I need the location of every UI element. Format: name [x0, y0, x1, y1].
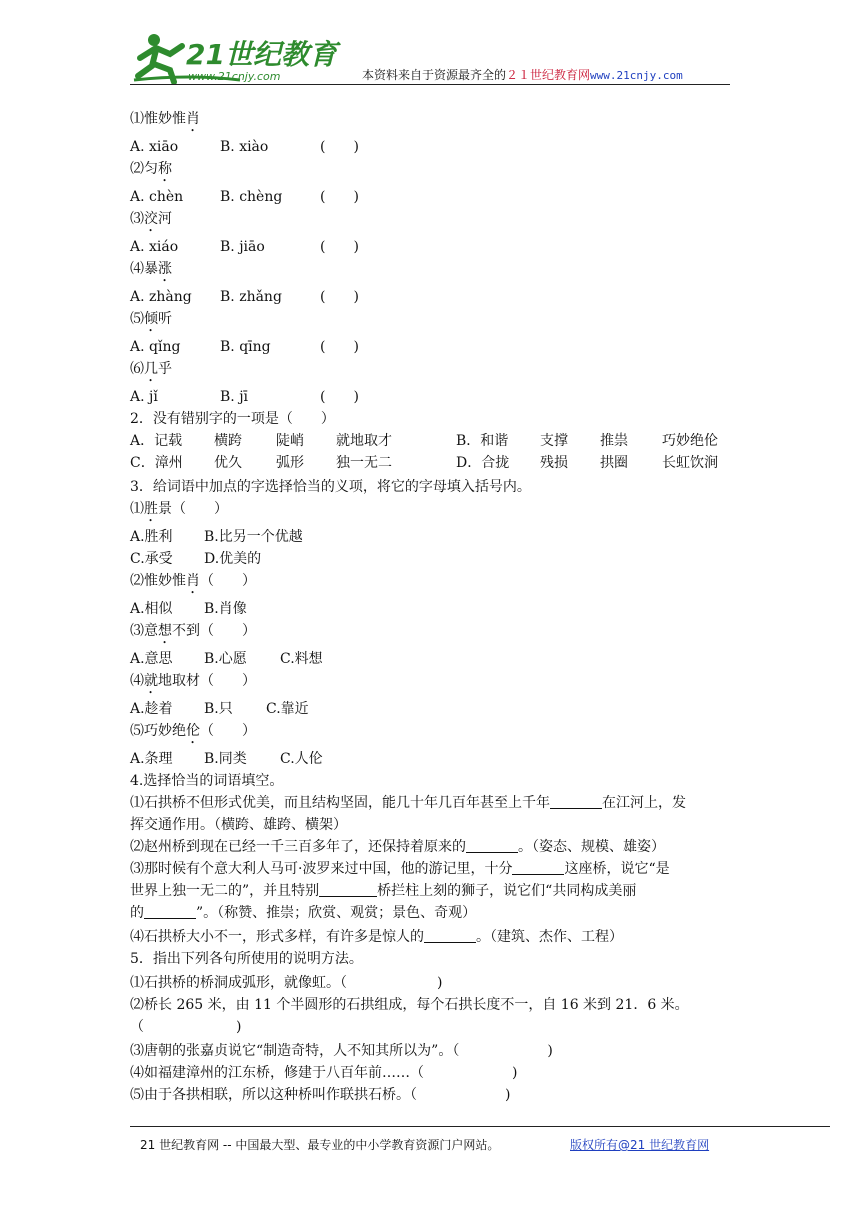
q5-sentence-3: ⑶唐朝的张嘉贞说它“制造奇特，人不知其所以为”。（ )	[130, 1043, 553, 1059]
header-divider	[130, 84, 730, 85]
fill-blank[interactable]	[319, 882, 377, 897]
tagline-url[interactable]: www.21cnjy.com	[590, 69, 683, 82]
fill-blank[interactable]	[424, 928, 476, 943]
fill-blank[interactable]	[512, 860, 564, 875]
tagline-brand: ２１世纪教育网	[506, 68, 591, 82]
svg-text:www.21cnjy.com: www.21cnjy.com	[188, 70, 281, 83]
answer-blank[interactable]: ( )	[320, 389, 359, 405]
q1-item-2-word: ⑵匀称	[130, 161, 172, 177]
answer-blank[interactable]: ( )	[320, 339, 359, 355]
answer-blank[interactable]: （ ）	[200, 623, 256, 639]
answer-blank[interactable]: ( )	[320, 289, 359, 305]
q3-item-4-word: ⑷就地取材（ ）	[130, 673, 256, 689]
answer-blank[interactable]: （ ）	[200, 673, 256, 689]
answer-blank[interactable]: （ ）	[172, 501, 228, 517]
q4-sentence-4: ⑷石拱桥大小不一，形式多样，有许多是惊人的 。（建筑、杰作、工程）	[130, 929, 623, 945]
q5-sentence-2-paren: （ )	[130, 1019, 242, 1035]
q4-sentence-2: ⑵赵州桥到现在已经一千三百多年了，还保持着原来的 。（姿态、规模、雄姿）	[130, 839, 665, 855]
q3-item-3-word: ⑶意想不到（ ）	[130, 623, 256, 639]
q5-sentence-1: ⑴石拱桥的桥洞成弧形，就像虹。（ )	[130, 975, 443, 991]
page-header	[130, 30, 730, 86]
q4-sentence-3: ⑶那时候有个意大利人马可·波罗来过中国，他的游记里，十分 这座桥，说它“是	[130, 861, 670, 877]
answer-blank[interactable]: （ ）	[200, 573, 256, 589]
q4-sentence-3-end: 的 ”。（称赞、推崇；欣赏、观赏；景色、奇观）	[130, 905, 477, 921]
q5-title: 5．指出下列各句所使用的说明方法。	[130, 951, 363, 967]
footer-text: 21 世纪教育网 -- 中国最大型、最专业的中小学教育资源门户网站。	[140, 1138, 500, 1152]
document-page: 21世纪教育 www.21cnjy.com 本资料来自于资源最齐全的２１世纪教育网www.21cnjy.com ⑴惟妙惟肖 A. xiāo B. xiào ( ) ⑵匀称 A. chèn B. chèng ( ) ⑶洨河 A. xiáo B. jiāo ( ) ⑷暴涨 A. zhàng B. zhǎng ( ) ⑸倾听 A. qǐng B. qīng ( ) ⑹几乎 A. jǐ B. jī ( ) 2．没有错别字的一项是（ ） A．记载 横跨 陡峭 就地取才 B．和谐 支撑 推祟 巧妙绝伦 C．漳州 优久 弧形 独一无二 D．合拢 残损 拱圈 长虹饮涧 3．给词语中加点的字选择恰当的义项，将它的字母填入括号内。 ⑴胜景（ ） A.胜利 B.比另一个优越 C.承受 D.优美的 ⑵惟妙惟肖（ ） A.相似 B.肖像 ⑶意想不到（ ） A.意思 B.心愿 C.料想 ⑷就地取材（ ） A.趁着 B.只 C.靠近 ⑸巧妙绝伦（ ） A.条理 B.同类 C.人伦 4.选择恰当的词语填空。 ⑴石拱桥不但形式优美，而且结构坚固，能几十年几百年甚至上千年 在江河上，发 挥交通作用。（横跨、雄跨、横架） ⑵赵州桥到现在已经一千三百多年了，还保持着原来的 。（姿态、规模、雄姿） ⑶那时候有个意大利人马可·波罗来过中国，他的游记里，十分 这座桥，说它“是 世界上独一无二的”，并且特别 桥拦柱上刻的狮子，说它们“共同构成美丽 的 ”。（称赞、推崇；欣赏、观赏；景色、奇观） ⑷石拱桥大小不一，形式多样，有许多是惊人的 。（建筑、杰作、工程） 5．指出下列各句所使用的说明方法。 ⑴石拱桥的桥洞成弧形，就像虹。（ ) ⑵桥长 265 米，由 11 个半圆形的石拱组成，每个石拱长度不一，自 16 米到 21．6 米。 （ ) ⑶唐朝的张嘉贞说它“制造奇特，人不知其所以为”。（ ) ⑷如福建漳州的江东桥，修建于八百年前……（ ) ⑸由于各拱相联，所以这种桥叫作联拱石桥。（ ) 21 世纪教育网 -- 中国最大型、最专业的中小学教育资源门户网站。 版权所有@21 世纪教育网	[0, 0, 860, 1216]
fill-blank[interactable]	[466, 838, 518, 853]
q1-item-4-word: ⑷暴涨	[130, 261, 172, 277]
q4-sentence-1: ⑴石拱桥不但形式优美，而且结构坚固，能几十年几百年甚至上千年 在江河上，发	[130, 795, 686, 811]
q1-item-6-word: ⑹几乎	[130, 361, 172, 377]
answer-blank[interactable]: ( )	[320, 139, 359, 155]
answer-blank[interactable]: ( )	[320, 239, 359, 255]
q1-item-1-word: ⑴惟妙惟肖	[130, 111, 200, 127]
q3-item-1-word: ⑴胜景（ ）	[130, 501, 228, 517]
fill-blank[interactable]	[550, 794, 602, 809]
q5-sentence-2: ⑵桥长 265 米，由 11 个半圆形的石拱组成，每个石拱长度不一，自 16 米到 21．6 米。	[130, 997, 689, 1013]
svg-text:21世纪教育: 21世纪教育	[186, 38, 337, 71]
logo-runner-icon	[130, 30, 350, 84]
q4-sentence-1-cont: 挥交通作用。（横跨、雄跨、横架）	[130, 817, 347, 833]
header-tagline	[362, 66, 683, 83]
answer-blank[interactable]: （ ）	[200, 723, 256, 739]
q4-title: 4.选择恰当的词语填空。	[130, 773, 284, 789]
q5-sentence-5: ⑸由于各拱相联，所以这种桥叫作联拱石桥。（ )	[130, 1087, 511, 1103]
copyright-link[interactable]: 版权所有@21 世纪教育网	[570, 1138, 710, 1152]
tagline-prefix: 本资料来自于资源最齐全的	[362, 68, 507, 82]
fill-blank[interactable]	[144, 904, 196, 919]
site-logo	[130, 30, 350, 84]
q3-title: 3．给词语中加点的字选择恰当的义项，将它的字母填入括号内。	[130, 479, 531, 495]
footer-divider	[130, 1126, 830, 1127]
q2-title: 2．没有错别字的一项是（ ）	[130, 411, 335, 427]
q4-sentence-3-cont: 世界上独一无二的”，并且特别 桥拦柱上刻的狮子，说它们“共同构成美丽	[130, 883, 637, 899]
q3-item-5-word: ⑸巧妙绝伦（ ）	[130, 723, 256, 739]
answer-blank[interactable]: ( )	[320, 189, 359, 205]
q1-item-3-word: ⑶洨河	[130, 211, 172, 227]
q3-item-2-word: ⑵惟妙惟肖（ ）	[130, 573, 256, 589]
q5-sentence-4: ⑷如福建漳州的江东桥，修建于八百年前……（ )	[130, 1065, 518, 1081]
q1-item-5-word: ⑸倾听	[130, 311, 172, 327]
